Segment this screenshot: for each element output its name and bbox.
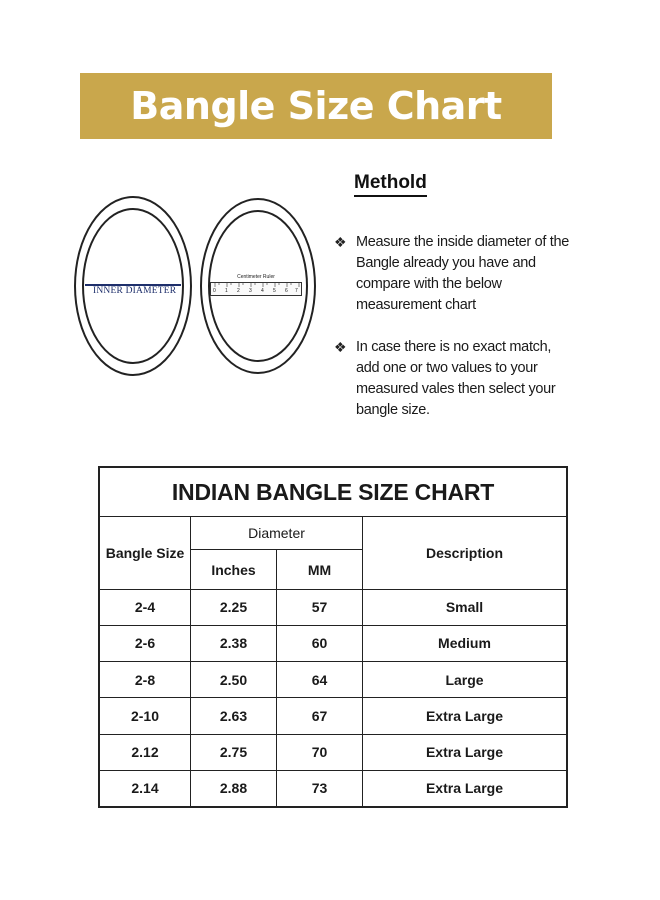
cell-inches: 2.50 — [191, 662, 277, 698]
table-title: INDIAN BANGLE SIZE CHART — [99, 467, 567, 517]
cell-size: 2-6 — [99, 625, 191, 661]
cell-size: 2-10 — [99, 698, 191, 734]
cell-description: Extra Large — [363, 734, 568, 770]
cell-inches: 2.88 — [191, 770, 277, 807]
cell-size: 2.14 — [99, 770, 191, 807]
method-bullet — [334, 232, 574, 316]
method-bullet-text: Measure the inside diameter of the Bangle already you have and compare with the below measurement chart — [356, 234, 570, 313]
ruler-bar — [210, 282, 302, 296]
page-title: Bangle Size Chart — [130, 84, 502, 128]
method-bullet — [334, 337, 574, 421]
cell-inches: 2.38 — [191, 625, 277, 661]
cell-mm: 70 — [277, 734, 363, 770]
table-row — [99, 734, 567, 770]
table-row — [99, 625, 567, 661]
cell-mm: 67 — [277, 698, 363, 734]
cell-size: 2-8 — [99, 662, 191, 698]
ruler-digit: 4 — [261, 288, 264, 294]
table-row — [99, 662, 567, 698]
cell-description: Large — [363, 662, 568, 698]
ruler-digit: 0 — [213, 288, 216, 294]
header-description: Description — [363, 517, 568, 589]
cell-description: Extra Large — [363, 698, 568, 734]
measurement-diagram — [74, 196, 324, 376]
header-inches: Inches — [191, 550, 277, 589]
diamond-bullet-icon: ❖ — [334, 339, 347, 355]
header-diameter: Diameter — [191, 517, 363, 550]
method-heading: Methold — [354, 172, 427, 197]
table-row — [99, 589, 567, 625]
cell-size: 2-4 — [99, 589, 191, 625]
ruler-digit: 1 — [225, 288, 228, 294]
header-bangle-size: Bangle Size — [99, 517, 191, 589]
cell-description: Medium — [363, 625, 568, 661]
cell-mm: 73 — [277, 770, 363, 807]
diamond-bullet-icon: ❖ — [334, 234, 347, 250]
ruler-digit: 7 — [295, 288, 298, 294]
cell-description: Extra Large — [363, 770, 568, 807]
cell-inches: 2.75 — [191, 734, 277, 770]
cell-mm: 57 — [277, 589, 363, 625]
ruler-digit: 6 — [285, 288, 288, 294]
ruler-caption: Centimeter Ruler — [237, 274, 275, 280]
cell-inches: 2.63 — [191, 698, 277, 734]
cell-mm: 60 — [277, 625, 363, 661]
inner-diameter-label: INNER DIAMETER — [93, 286, 177, 296]
table-row — [99, 698, 567, 734]
ruler-digit: 5 — [273, 288, 276, 294]
bangle-size-table — [98, 466, 568, 808]
cell-description: Small — [363, 589, 568, 625]
cell-size: 2.12 — [99, 734, 191, 770]
table-row — [99, 770, 567, 807]
header-mm: MM — [277, 550, 363, 589]
ruler-digit: 3 — [249, 288, 252, 294]
method-bullet-text: In case there is no exact match, add one or two values to your measured vales then select your bangle size. — [356, 339, 556, 418]
cell-mm: 64 — [277, 662, 363, 698]
cell-inches: 2.25 — [191, 589, 277, 625]
title-banner — [80, 73, 552, 139]
centimeter-ruler — [210, 274, 302, 298]
ruler-digit: 2 — [237, 288, 240, 294]
